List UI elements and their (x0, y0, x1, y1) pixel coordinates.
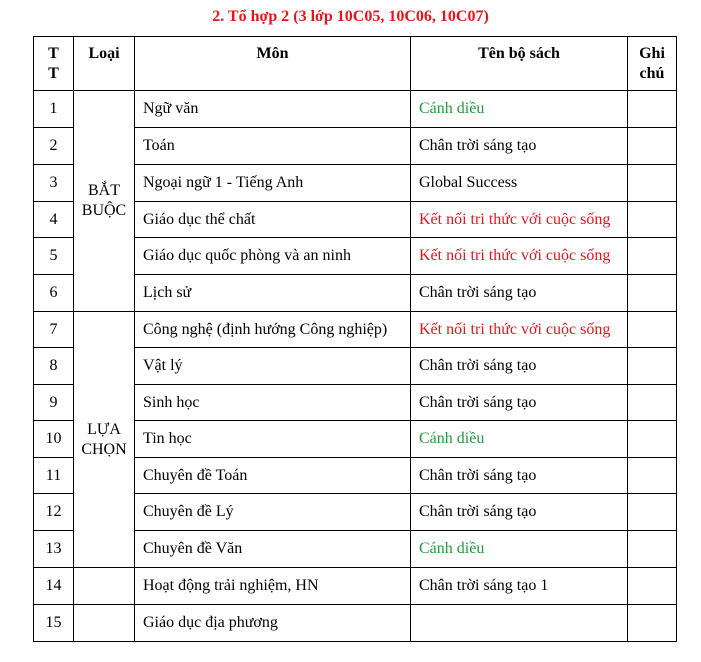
subject-cell: Chuyên đề Văn (135, 531, 411, 568)
note-cell (628, 605, 677, 642)
subject-cell: Giáo dục địa phương (135, 605, 411, 642)
table-row (34, 568, 677, 605)
header-loai: Loại (74, 37, 135, 91)
note-cell (628, 458, 677, 494)
group-batbuoc: BẮT BUỘC (74, 91, 135, 312)
note-cell (628, 312, 677, 348)
header-row (34, 37, 677, 91)
book-series-cell: Cánh diều (411, 531, 628, 568)
book-series-cell: Chân trời sáng tạo (411, 458, 628, 494)
subject-cell: Tin học (135, 421, 411, 458)
note-cell (628, 421, 677, 458)
row-number: 1 (34, 91, 74, 128)
header-ghichu: Ghi chú (628, 37, 677, 91)
row-number: 15 (34, 605, 74, 642)
header-sach: Tên bộ sách (411, 37, 628, 91)
subject-cell: Hoạt động trải nghiệm, HN (135, 568, 411, 605)
group-empty (74, 568, 135, 605)
subject-cell: Ngoại ngữ 1 - Tiếng Anh (135, 165, 411, 202)
group-luachon: LỰA CHỌN (74, 312, 135, 568)
row-number: 13 (34, 531, 74, 568)
book-series-cell: Kết nối tri thức với cuộc sống (411, 202, 628, 238)
note-cell (628, 385, 677, 421)
book-series-cell (411, 605, 628, 642)
row-number: 11 (34, 458, 74, 494)
subject-cell: Sinh học (135, 385, 411, 421)
note-cell (628, 494, 677, 531)
table-row (34, 91, 677, 128)
row-number: 8 (34, 348, 74, 385)
row-number: 6 (34, 275, 74, 312)
textbook-table (33, 36, 677, 642)
note-cell (628, 568, 677, 605)
book-series-cell: Kết nối tri thức với cuộc sống (411, 238, 628, 275)
book-series-cell: Global Success (411, 165, 628, 202)
subject-cell: Chuyên đề Toán (135, 458, 411, 494)
book-series-cell: Cánh diều (411, 421, 628, 458)
row-number: 5 (34, 238, 74, 275)
table-row (34, 312, 677, 348)
subject-cell: Ngữ văn (135, 91, 411, 128)
note-cell (628, 128, 677, 165)
note-cell (628, 165, 677, 202)
subject-cell: Vật lý (135, 348, 411, 385)
subject-cell: Lịch sử (135, 275, 411, 312)
book-series-cell: Chân trời sáng tạo (411, 128, 628, 165)
row-number: 12 (34, 494, 74, 531)
note-cell (628, 275, 677, 312)
header-mon: Môn (135, 37, 411, 91)
book-series-cell: Cánh diều (411, 91, 628, 128)
row-number: 7 (34, 312, 74, 348)
row-number: 4 (34, 202, 74, 238)
row-number: 3 (34, 165, 74, 202)
subject-cell: Chuyên đề Lý (135, 494, 411, 531)
note-cell (628, 91, 677, 128)
table-row (34, 605, 677, 642)
subject-cell: Toán (135, 128, 411, 165)
group-empty (74, 605, 135, 642)
row-number: 10 (34, 421, 74, 458)
book-series-cell: Kết nối tri thức với cuộc sống (411, 312, 628, 348)
note-cell (628, 238, 677, 275)
book-series-cell: Chân trời sáng tạo (411, 385, 628, 421)
book-series-cell: Chân trời sáng tạo 1 (411, 568, 628, 605)
subject-cell: Công nghệ (định hướng Công nghiệp) (135, 312, 411, 348)
note-cell (628, 531, 677, 568)
row-number: 2 (34, 128, 74, 165)
note-cell (628, 348, 677, 385)
subject-cell: Giáo dục thể chất (135, 202, 411, 238)
section-title: 2. Tổ hợp 2 (3 lớp 10C05, 10C06, 10C07) (212, 8, 489, 25)
row-number: 9 (34, 385, 74, 421)
row-number: 14 (34, 568, 74, 605)
book-series-cell: Chân trời sáng tạo (411, 348, 628, 385)
book-series-cell: Chân trời sáng tạo (411, 275, 628, 312)
note-cell (628, 202, 677, 238)
header-tt: T T (34, 37, 74, 91)
subject-cell: Giáo dục quốc phòng và an ninh (135, 238, 411, 275)
book-series-cell: Chân trời sáng tạo (411, 494, 628, 531)
